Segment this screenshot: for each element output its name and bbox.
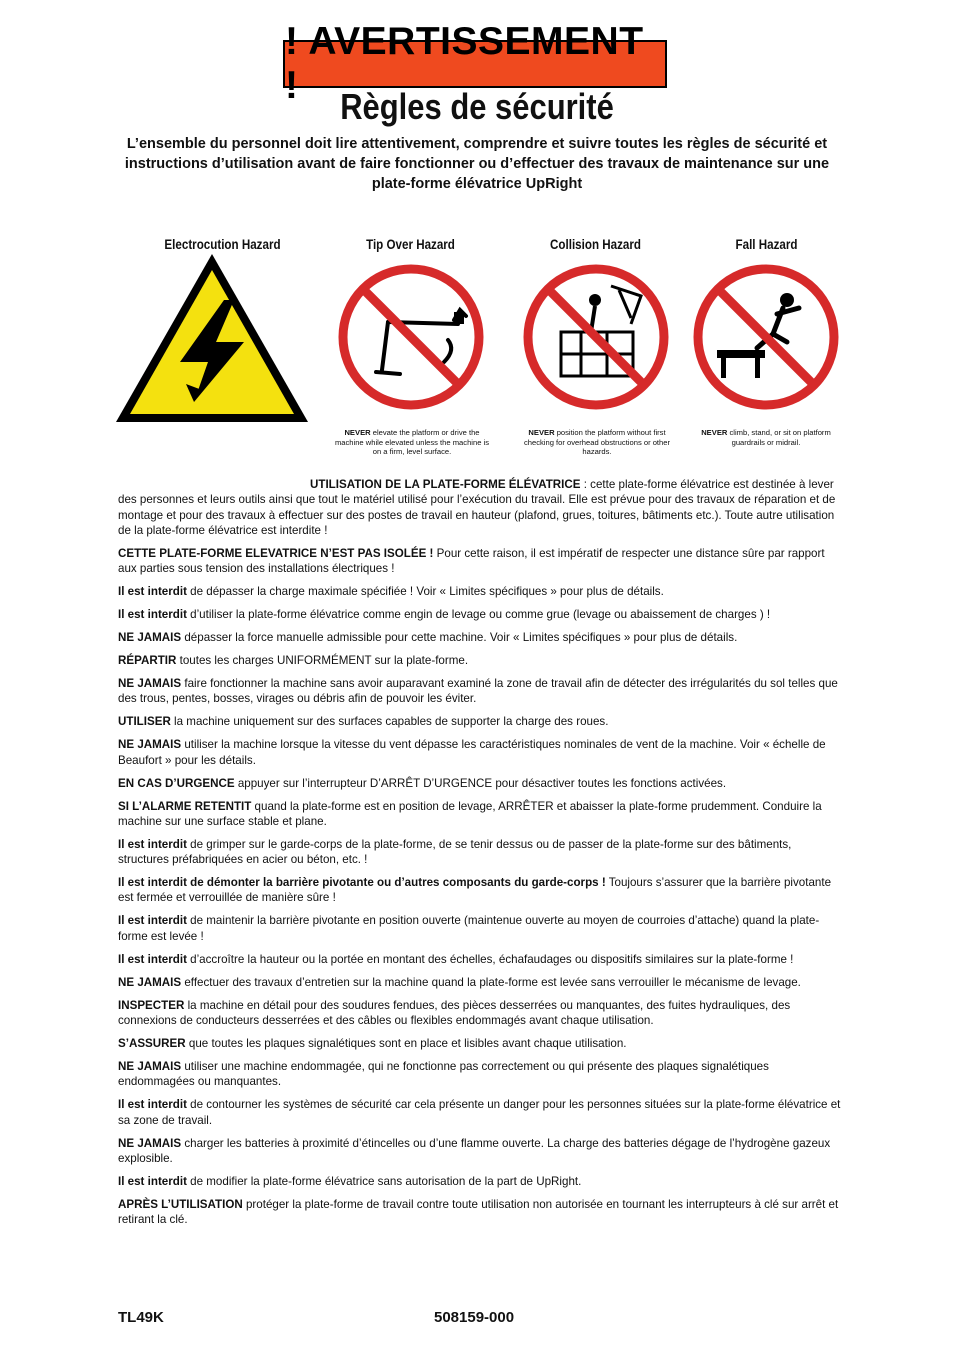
fall-prohibition-icon [691, 262, 841, 412]
intro-text: L’ensemble du personnel doit lire attentivement, comprendre et suivre toutes les règles de sécurité et instructions d’utilisation avant de faire fonctionner ou d’effectuer des travaux de maintenance sur une plate-forme élévatrice UpRight [124, 136, 830, 192]
rule-paragraph: UTILISER la machine uniquement sur des surfaces capables de supporter la charge des roues. [118, 715, 609, 729]
rule-paragraph: Il est interdit de contourner les systèmes de sécurité car cela présente un danger pour les personnes situées sur la plate-forme élévatrice et sa zone de travail. [118, 1098, 841, 1127]
rule-paragraph: APRÈS L’UTILISATION protéger la plate-forme de travail contre toute utilisation non autorisée en tournant les interrupteurs à clé sur arrêt et retirant la clé. [118, 1197, 839, 1227]
rule-paragraph: Il est interdit d’accroître la hauteur ou la portée en montant des échelles, échafaudages ou dispositifs similaires sur la plate-forme ! [118, 952, 794, 966]
rule-paragraph: Il est interdit de démonter la barrière pivotante ou d’autres composants du garde-corps ! Toujours s’assurer que la barrière pivotante est fermée et verrouillée de manière sûre ! [118, 876, 832, 905]
rule-paragraph: Il est interdit de dépasser la charge maximale spécifiée ! Voir « Limites spécifiques » pour plus de détails. [118, 585, 664, 599]
rule-paragraph: NE JAMAIS utiliser une machine endommagée, qui ne fonctionne pas correctement ou qui présente des plaques signalétiques endommagées ou manquantes. [118, 1059, 769, 1089]
safety-rules [118, 477, 844, 1235]
tip-over-prohibition-icon [336, 262, 486, 412]
rule-paragraph: Il est interdit d’utiliser la plate-forme élévatrice comme engin de levage ou comme grue (levage ou abaissement de charges ) ! [118, 608, 771, 622]
rule-paragraph: RÉPARTIR toutes les charges UNIFORMÉMENT sur la plate-forme. [118, 654, 469, 668]
hazard-label-fall: Fall Hazard [735, 237, 798, 252]
rule-paragraph: Il est interdit de grimper sur le garde-corps de la plate-forme, de se tenir dessus ou de passer de la plate-forme sur des bâtiments, structures préfabriquées en acier ou béton, etc. ! [118, 837, 792, 867]
caption-fall: NEVER climb, stand, or sit on platform guardrails or midrail. [701, 428, 831, 447]
collision-prohibition-icon [521, 262, 671, 412]
hazard-label-collision: Collision Hazard [550, 237, 641, 252]
rule-paragraph: UTILISATION DE LA PLATE-FORME ÉLÉVATRICE : cette plate-forme élévatrice est destinée à lever des personnes et leurs outils ainsi que tout le matériel utilisé pour l’exécution du travail. Elle est prévue pour des travaux de réparation et de montage et pour des travaux à effectuer sur des postes de travail en hauteur (plafond, grues, toitures, bâtiments etc.). Toute autre utilisation de la plate-forme élévatrice est interdite ! [118, 478, 836, 537]
electrocution-warning-icon [112, 250, 312, 428]
rule-paragraph: NE JAMAIS faire fonctionner la machine sans avoir auparavant examiné la zone de travail afin de détecter des irrégularités du sol telles que des trous, pentes, bosses, virages ou débris afin de pouvoir les éviter. [118, 677, 838, 706]
footer-model: TL49K [118, 1309, 164, 1326]
rule-paragraph: Il est interdit de modifier la plate-forme élévatrice sans autorisation de la part de UpRight. [118, 1174, 582, 1188]
rule-paragraph: S’ASSURER que toutes les plaques signalétiques sont en place et lisibles avant chaque utilisation. [118, 1037, 627, 1050]
rule-paragraph: NE JAMAIS utiliser la machine lorsque la vitesse du vent dépasse les caractéristiques nominales de vent de la machine. Voir « échelle de Beaufort » pour les détails. [118, 738, 826, 767]
page-title: Règles de sécurité [340, 86, 614, 127]
hazard-label-electrocution: Electrocution Hazard [164, 237, 281, 252]
rule-paragraph: NE JAMAIS dépasser la force manuelle admissible pour cette machine. Voir « Limites spécifiques » pour plus de détails. [118, 631, 738, 645]
caption-tip-over: NEVER elevate the platform or drive the machine while elevated unless the machine is on a firm, level surface. [334, 428, 490, 456]
caption-collision: NEVER position the platform without first checking for overhead obstructions or other hazards. [523, 428, 671, 456]
rule-paragraph: EN CAS D’URGENCE appuyer sur l’interrupteur D’ARRÊT D’URGENCE pour désactiver toutes les fonctions activées. [118, 776, 727, 790]
rule-paragraph: NE JAMAIS charger les batteries à proximité d’étincelles ou d’une flamme ouverte. La charge des batteries dégage de l’hydrogène gazeux explosible. [118, 1136, 831, 1165]
rule-paragraph: INSPECTER la machine en détail pour des soudures fendues, des pièces desserrées ou manquantes, des fuites hydrauliques, des connexions de conducteurs desserrées et des câbles ou flexibles endommagés avant chaque utilisation. [118, 998, 791, 1028]
rule-paragraph: NE JAMAIS effectuer des travaux d’entretien sur la machine quand la plate-forme est levée sans verrouiller le mécanisme de levage. [118, 975, 801, 989]
warning-banner: ! AVERTISSEMENT ! [283, 40, 667, 88]
footer-part-number: 508159-000 [434, 1309, 515, 1326]
rule-paragraph: CETTE PLATE-FORME ELEVATRICE N’EST PAS ISOLÉE ! Pour cette raison, il est impératif de respecter une distance sûre par rapport aux parties sous tension des installations électriques ! [118, 546, 825, 576]
rule-paragraph: SI L’ALARME RETENTIT quand la plate-forme est en position de levage, ARRÊTER et abaisser la plate-forme prudemment. Conduire la machine sur une surface stable et plane. [118, 799, 822, 828]
rule-paragraph: Il est interdit de maintenir la barrière pivotante en position ouverte (maintenue ouverte au moyen de courroies d’attache) quand la plate-forme est levée ! [118, 914, 820, 943]
hazard-label-tip-over: Tip Over Hazard [366, 237, 455, 252]
